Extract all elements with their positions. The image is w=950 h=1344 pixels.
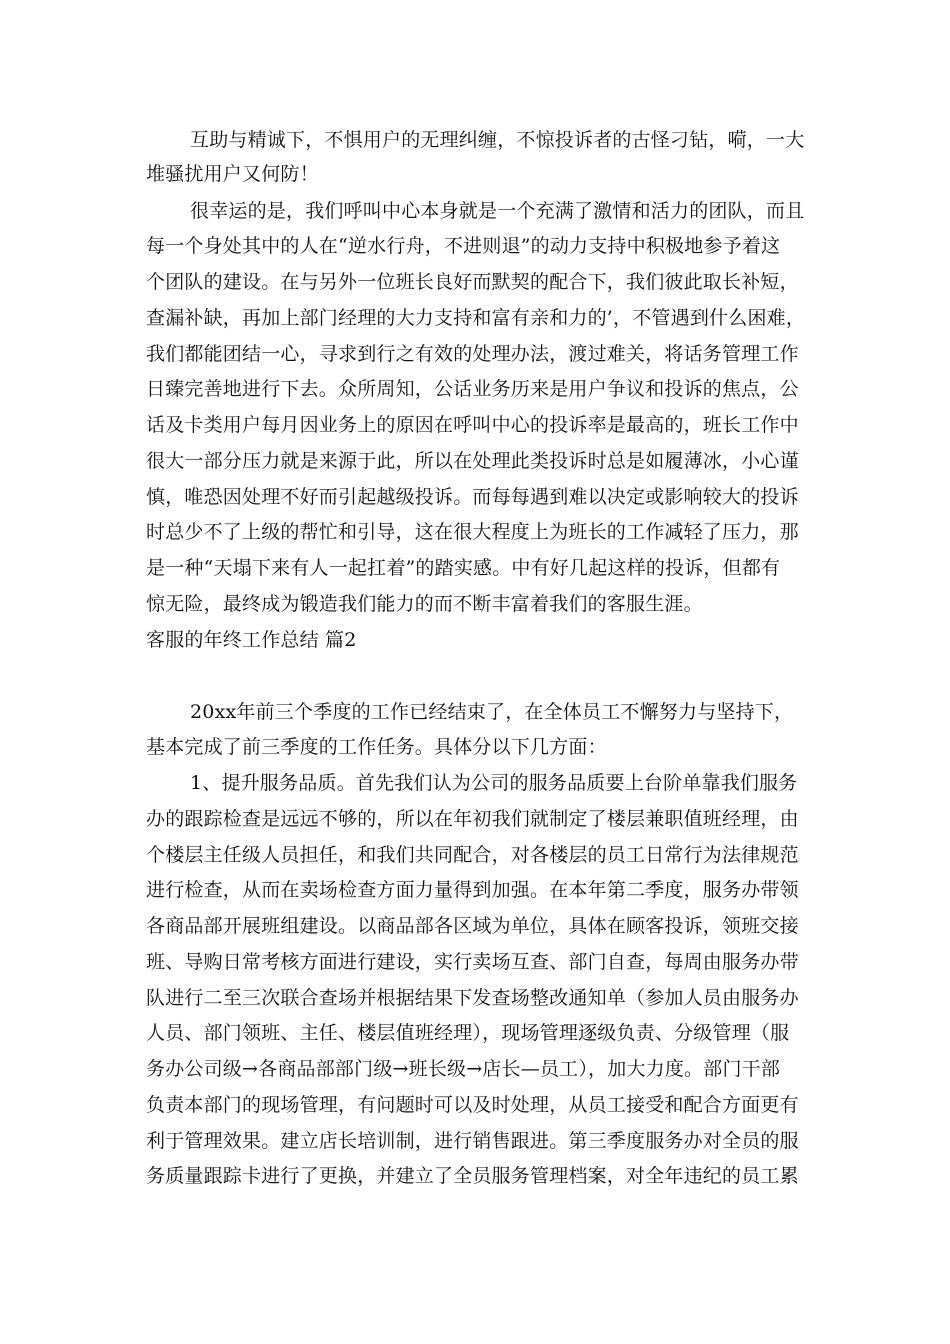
paragraph-line: 队进行二至三次联合查场并根据结果下发查场整改通知单（参加人员由服务办 [146,987,799,1009]
paragraph-line: 很幸运的是，我们呼叫中心本身就是一个充满了激情和活力的团队，而且 [190,200,805,222]
paragraph-line: 基本完成了前三季度的工作任务。具体分以下几方面： [146,736,607,758]
paragraph-line: 负责本部门的现场管理，有问题时可以及时处理，从员工接受和配合方面更有 [146,1094,799,1116]
paragraph-line: 我们都能团结一心，寻求到行之有效的处理办法，渡过难关，将话务管理工作 [146,343,799,365]
paragraph-line: 是一种“天塌下来有人一起扛着”的踏实感。中有好几起这样的投诉，但都有 [146,557,781,579]
paragraph-line: 人员、部门领班、主任、楼层值班经理），现场管理逐级负责、分级管理（服 [146,1022,790,1044]
paragraph-line: 办的跟踪检查是远远不够的，所以在年初我们就制定了楼层兼职值班经理，由 [146,808,799,830]
paragraph-line: 务办公司级→各商品部部门级→班长级→店长—员工），加大力度。部门干部 [146,1058,781,1080]
paragraph-line: 很大一部分压力就是来源于此，所以在处理此类投诉时总是如履薄冰，小心谨 [146,450,799,472]
paragraph-line: 进行检查，从而在卖场检查方面力量得到加强。在本年第二季度，服务办带领 [146,879,799,901]
paragraph-line: 务质量跟踪卡进行了更换，并建立了全员服务管理档案，对全年违纪的员工累 [146,1165,799,1187]
paragraph-line: 堆骚扰用户又何防！ [146,163,319,185]
paragraph-line: 1、提升服务品质。首先我们认为公司的服务品质要上台阶单靠我们服务 [190,772,798,794]
paragraph-line: 日臻完善地进行下去。众所周知，公话业务历来是用户争议和投诉的焦点，公 [146,378,799,400]
paragraph-line: 各商品部开展班组建设。以商品部各区域为单位，具体在顾客投诉，领班交接 [146,915,799,937]
paragraph-line: 20xx年前三个季度的工作已经结束了，在全体员工不懈努力与坚持下， [190,701,794,723]
paragraph-line: 互助与精诚下，不惧用户的无理纠缠，不惊投诉者的古怪刁钻，嗬，一大 [190,129,805,151]
paragraph-line: 惊无险，最终成为锻造我们能力的而不断丰富着我们的客服生涯。 [146,593,703,615]
section-heading: 客服的年终工作总结 篇2 [146,629,357,651]
paragraph-line: 每一个身处其中的人在“逆水行舟，不进则退”的动力支持中积极地参予着这 [146,235,781,257]
paragraph-line: 班、导购日常考核方面进行建设，实行卖场互查、部门自查，每周由服务办带 [146,951,799,973]
paragraph-line: 查漏补缺，再加上部门经理的大力支持和富有亲和力的’，不管遇到什么困难， [146,307,806,329]
paragraph-line: 利于管理效果。建立店长培训制，进行销售跟进。第三季度服务办对全员的服 [146,1130,799,1152]
paragraph-line: 个楼层主任级人员担任，和我们共同配合，对各楼层的员工日常行为法律规范 [146,844,799,866]
paragraph-line: 个团队的建设。在与另外一位班长良好而默契的配合下，我们彼此取长补短， [146,271,799,293]
paragraph-line: 慎，唯恐因处理不好而引起越级投诉。而每每遇到难以决定或影响较大的投诉 [146,486,799,508]
paragraph-line: 时总少不了上级的帮忙和引导，这在很大程度上为班长的工作减轻了压力，那 [146,521,799,543]
paragraph-line: 话及卡类用户每月因业务上的原因在呼叫中心的投诉率是最高的，班长工作中 [146,414,799,436]
